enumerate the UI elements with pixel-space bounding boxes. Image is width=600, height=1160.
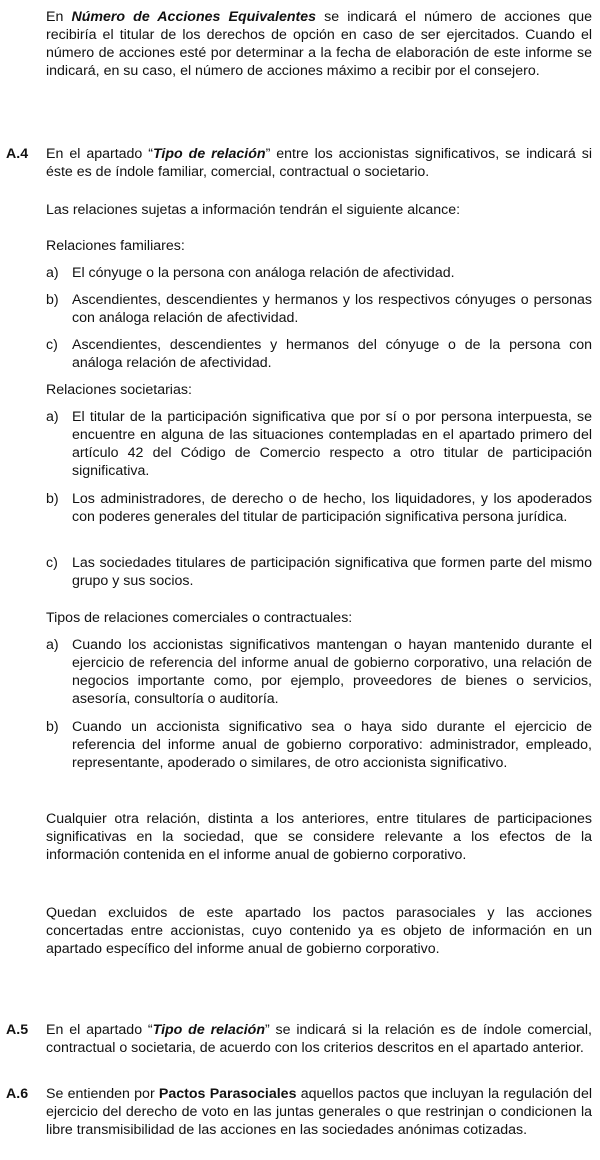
- a4-otra-relacion: Cualquier otra relación, distinta a los anteriores, entre titulares de participaciones significativas en la sociedad, que se considere relevante a los efectos de la información contenida en el informe anual de gobierno corporativo.: [46, 811, 592, 863]
- a6-post: aquellos pactos que incluyan la regulación del ejercicio del derecho de voto en las juntas generales o que restrinjan o condicionen la libre transmisibilidad de las acciones en las sociedades anónimas cotizadas.: [46, 1086, 592, 1138]
- list-text: Las sociedades titulares de participación significativa que formen parte del mismo grupo y sus socios.: [72, 555, 592, 589]
- intro-post: se indicará el número de acciones que recibiría el titular de los derechos de opción en caso de ser ejercitados. Cuando el número de acciones esté por determinar a la fecha de elaboración de este informe se indicará, en su caso, el número de acciones máximo a recibir por el consejero.: [46, 9, 592, 79]
- list-label: b): [46, 292, 59, 308]
- list-text: El titular de la participación significativa que por sí o por persona interpuesta, se encuentre en alguna de las situaciones contempladas en el apartado primero del artículo 42 del Código de Comercio respecto a otro titular de participación significativa.: [72, 409, 592, 479]
- list-text: El cónyuge o la persona con análoga relación de afectividad.: [72, 265, 455, 281]
- societarias-heading: Relaciones societarias:: [46, 382, 192, 398]
- section-number-a4: A.4: [6, 146, 29, 162]
- a4-excluidos: Quedan excluidos de este apartado los pactos parasociales y las acciones concertadas entre accionistas, cuyo contenido ya es objeto de información en un apartado específico del informe anual de gobierno corporativo.: [46, 905, 592, 957]
- list-item: [46, 264, 592, 282]
- list-item: [46, 554, 592, 590]
- a4-paragraph: [46, 145, 592, 181]
- list-item: [46, 408, 592, 480]
- section-number-a5: A.5: [6, 1022, 29, 1038]
- a4-pre: En el apartado “: [46, 146, 154, 162]
- list-label: a): [46, 265, 59, 281]
- a4-post: ” entre los accionistas significativos, se indicará si éste es de índole familiar, comercial, contractual o societario.: [46, 146, 592, 180]
- familiares-heading: Relaciones familiares:: [46, 238, 185, 254]
- a5-post: ” se indicará si la relación es de índole comercial, contractual o societaria, de acuerdo con los criterios descritos en el apartado anterior.: [46, 1022, 592, 1056]
- a4-term: Tipo de relación: [153, 146, 266, 162]
- intro-term: Número de Acciones Equivalentes: [71, 9, 317, 25]
- list-label: b): [46, 491, 59, 507]
- list-item: [46, 490, 592, 526]
- list-item: [46, 291, 592, 327]
- list-label: c): [46, 555, 58, 571]
- a6-pre: Se entienden por: [46, 1086, 159, 1102]
- section-number-a6: A.6: [6, 1086, 29, 1102]
- list-label: a): [46, 409, 59, 425]
- intro-paragraph: [46, 8, 592, 80]
- list-item: [46, 336, 592, 372]
- list-text: Ascendientes, descendientes y hermanos y los respectivos cónyuges o personas con análoga relación de afectividad.: [72, 292, 592, 326]
- list-label: a): [46, 637, 59, 653]
- a6-term: Pactos Parasociales: [158, 1086, 297, 1102]
- list-label: b): [46, 719, 59, 735]
- a5-pre: En el apartado “: [46, 1022, 153, 1038]
- list-text: Cuando los accionistas significativos mantengan o hayan mantenido durante el ejercicio de referencia del informe anual de gobierno corporativo, una relación de negocios importante como, por ejemplo, proveedores de bienes o servicios, asesoría, consultoría o auditoría.: [72, 637, 592, 707]
- a6-paragraph: [46, 1085, 592, 1139]
- a5-term: Tipo de relación: [152, 1022, 265, 1038]
- a4-scope: Las relaciones sujetas a información tendrán el siguiente alcance:: [46, 202, 461, 218]
- list-text: Cuando un accionista significativo sea o haya sido durante el ejercicio de referencia del informe anual de gobierno corporativo: administrador, empleado, representante, apoderado o similares, de otro accionista significativo.: [72, 719, 592, 771]
- list-item: [46, 718, 592, 772]
- a5-paragraph: [46, 1021, 592, 1057]
- list-label: c): [46, 337, 58, 353]
- intro-pre: En: [46, 9, 72, 25]
- list-text: Los administradores, de derecho o de hecho, los liquidadores, y los apoderados con poderes generales del titular de participación significativa persona jurídica.: [72, 491, 592, 525]
- list-text: Ascendientes, descendientes y hermanos del cónyuge o de la persona con análoga relación de afectividad.: [72, 337, 592, 371]
- list-item: [46, 636, 592, 708]
- comerciales-heading: Tipos de relaciones comerciales o contractuales:: [46, 610, 353, 626]
